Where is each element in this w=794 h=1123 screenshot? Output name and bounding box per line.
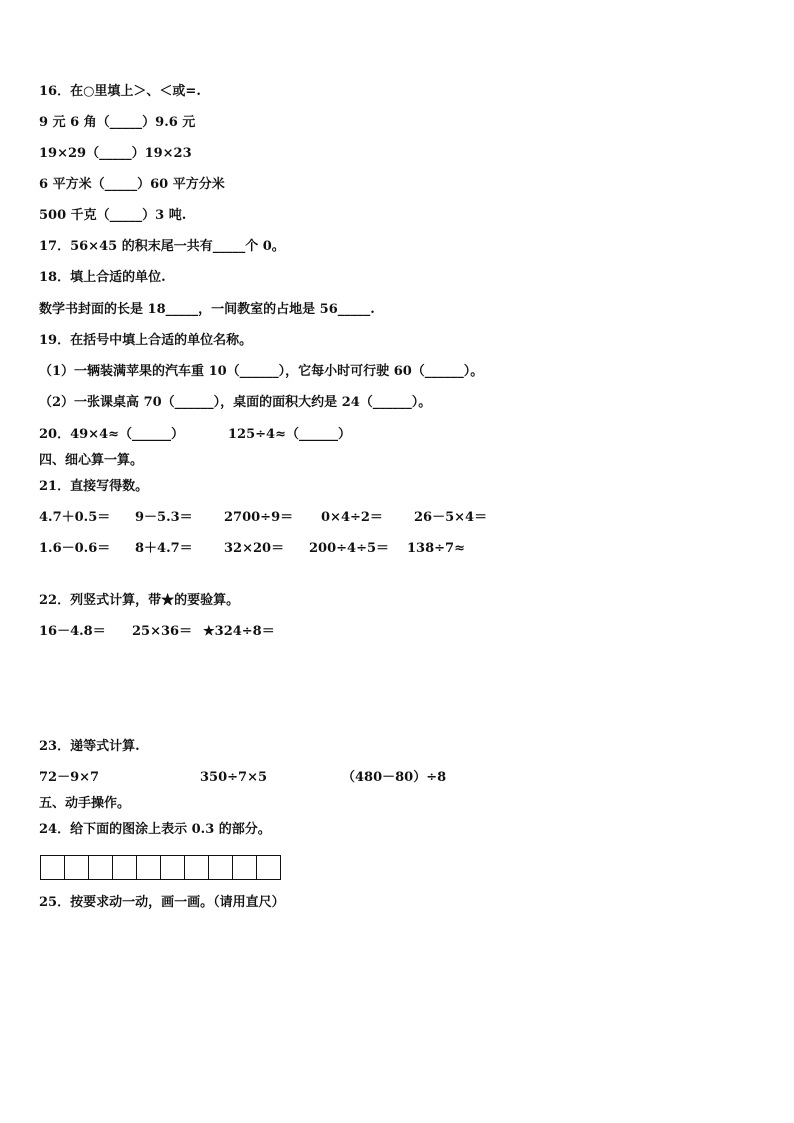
q23-item-2: 350÷7×5 [200, 770, 268, 785]
q23-item-3: （480－80）÷8 [342, 770, 447, 785]
q22-item-3: ★324÷8＝ [203, 624, 275, 639]
q20-item-1: 20．49×4≈（______） [39, 427, 185, 442]
grid-cell[interactable] [161, 856, 185, 879]
q16-item-4: 500 千克（_____）3 吨. [39, 208, 187, 223]
q19-title: 19．在括号中填上合适的单位名称。 [39, 333, 253, 348]
q18-text: 数学书封面的长是 18_____，一间教室的占地是 56_____. [39, 302, 375, 317]
q16-item-2: 19×29（_____）19×23 [39, 146, 192, 161]
q20-item-2: 125÷4≈（______） [228, 427, 351, 442]
grid-cell[interactable] [113, 856, 137, 879]
q24-title: 24．给下面的图涂上表示 0.3 的部分。 [39, 822, 271, 837]
grid-cell[interactable] [209, 856, 233, 879]
section4-title: 四、细心算一算。 [39, 453, 144, 468]
q21-r2-c2: 8＋4.7＝ [135, 541, 193, 556]
q22-item-2: 25×36＝ [132, 624, 193, 639]
q21-r1-c1: 4.7＋0.5＝ [39, 510, 111, 525]
q21-r2-c3: 32×20＝ [224, 541, 285, 556]
grid-cell[interactable] [41, 856, 65, 879]
q21-r1-c5: 26－5×4＝ [414, 510, 488, 525]
section5-title: 五、动手操作。 [39, 796, 131, 811]
q16-item-3: 6 平方米（_____）60 平方分米 [39, 177, 225, 192]
q25-title: 25．按要求动一动，画一画。（请用直尺） [39, 895, 285, 910]
grid-cell[interactable] [89, 856, 113, 879]
q21-r2-c5: 138÷7≈ [407, 541, 465, 556]
q21-r1-c2: 9－5.3＝ [135, 510, 193, 525]
q21-r2-c4: 200÷4÷5＝ [309, 541, 390, 556]
q19-item-1: （1）一辆装满苹果的汽车重 10（______），它每小时可行驶 60（______）。 [39, 364, 484, 379]
q21-r1-c3: 2700÷9＝ [224, 510, 294, 525]
grid-cell[interactable] [257, 856, 280, 879]
q17-text: 17．56×45 的积末尾一共有_____个 0。 [39, 239, 285, 254]
q21-r2-c1: 1.6－0.6＝ [39, 541, 111, 556]
q18-title: 18．填上合适的单位. [39, 270, 166, 285]
q22-item-1: 16－4.8＝ [39, 624, 106, 639]
q21-title: 21．直接写得数。 [39, 479, 149, 494]
q16-title: 16．在○里填上＞、＜或=. [39, 84, 201, 99]
q22-title: 22．列竖式计算，带★的要验算。 [39, 593, 240, 608]
q16-item-1: 9 元 6 角（_____）9.6 元 [39, 115, 196, 130]
grid-cell[interactable] [65, 856, 89, 879]
grid-cell[interactable] [185, 856, 209, 879]
grid-cell[interactable] [233, 856, 257, 879]
q23-item-1: 72－9×7 [39, 770, 100, 785]
q23-title: 23．递等式计算. [39, 739, 140, 754]
fraction-grid [40, 855, 281, 880]
grid-cell[interactable] [137, 856, 161, 879]
q21-r1-c4: 0×4÷2＝ [321, 510, 383, 525]
q19-item-2: （2）一张课桌高 70（______），桌面的面积大约是 24（______）。 [39, 395, 432, 410]
